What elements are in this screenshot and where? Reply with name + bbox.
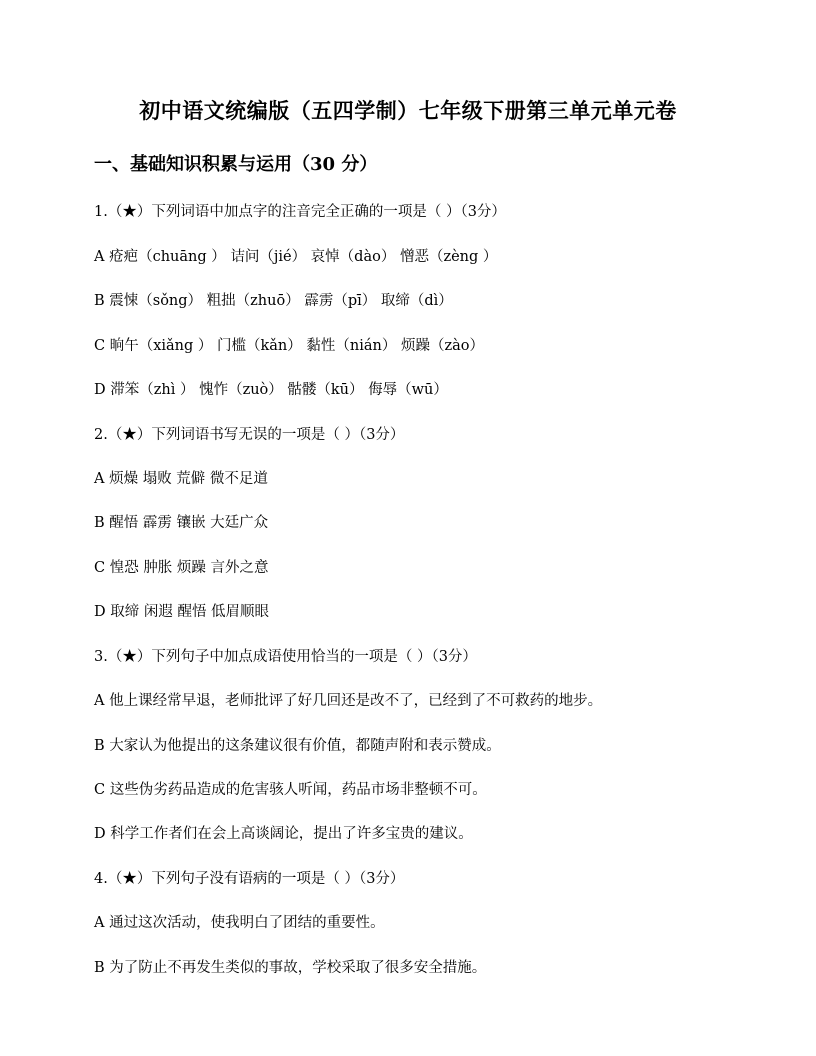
option-2b: B 醒悟 霹雳 镶嵌 大廷广众 — [94, 515, 269, 531]
question-2: 2.（★）下列词语书写无误的一项是（ ）（3分） — [94, 427, 405, 443]
option-2d: D 取缔 闲遐 醒悟 低眉顺眼 — [94, 604, 270, 620]
question-1: 1.（★）下列词语中加点字的注音完全正确的一项是（ ）（3分） — [94, 204, 506, 220]
question-3: 3.（★）下列句子中加点成语使用恰当的一项是（ ）（3分） — [94, 649, 477, 665]
option-1a: A 疮疤（chuāng ） 诘问（jié） 哀悼（dào） 憎恶（zèng ） — [94, 249, 498, 265]
option-1d: D 滞笨（zhì ） 愧怍（zuò） 骷髅（kū） 侮辱（wū） — [94, 382, 448, 398]
option-4a: A 通过这次活动，使我明白了团结的重要性。 — [94, 915, 385, 931]
option-2a: A 烦燥 塌败 荒僻 微不足道 — [94, 471, 268, 487]
option-3d: D 科学工作者们在会上高谈阔论，提出了许多宝贵的建议。 — [94, 826, 473, 842]
option-2c: C 惶恐 肿胀 烦躁 言外之意 — [94, 560, 269, 576]
section-heading: 一、基础知识积累与运用（30 分） — [94, 154, 378, 175]
option-1b: B 震悚（sǒng） 粗拙（zhuō） 霹雳（pī） 取缔（dì） — [94, 293, 453, 309]
option-3c: C 这些伪劣药品造成的危害骇人听闻，药品市场非整顿不可。 — [94, 782, 487, 798]
option-3b: B 大家认为他提出的这条建议很有价值，都随声附和表示赞成。 — [94, 738, 501, 754]
question-4: 4.（★）下列句子没有语病的一项是（ ）（3分） — [94, 871, 405, 887]
option-1c: C 晌午（xiǎng ） 门槛（kǎn） 黏性（nián） 烦躁（zào） — [94, 338, 484, 354]
document-title: 初中语文统编版（五四学制）七年级下册第三单元单元卷 — [139, 98, 677, 123]
option-4b: B 为了防止不再发生类似的事故，学校采取了很多安全措施。 — [94, 960, 487, 976]
option-3a: A 他上课经常早退，老师批评了好几回还是改不了，已经到了不可救药的地步。 — [94, 693, 603, 709]
